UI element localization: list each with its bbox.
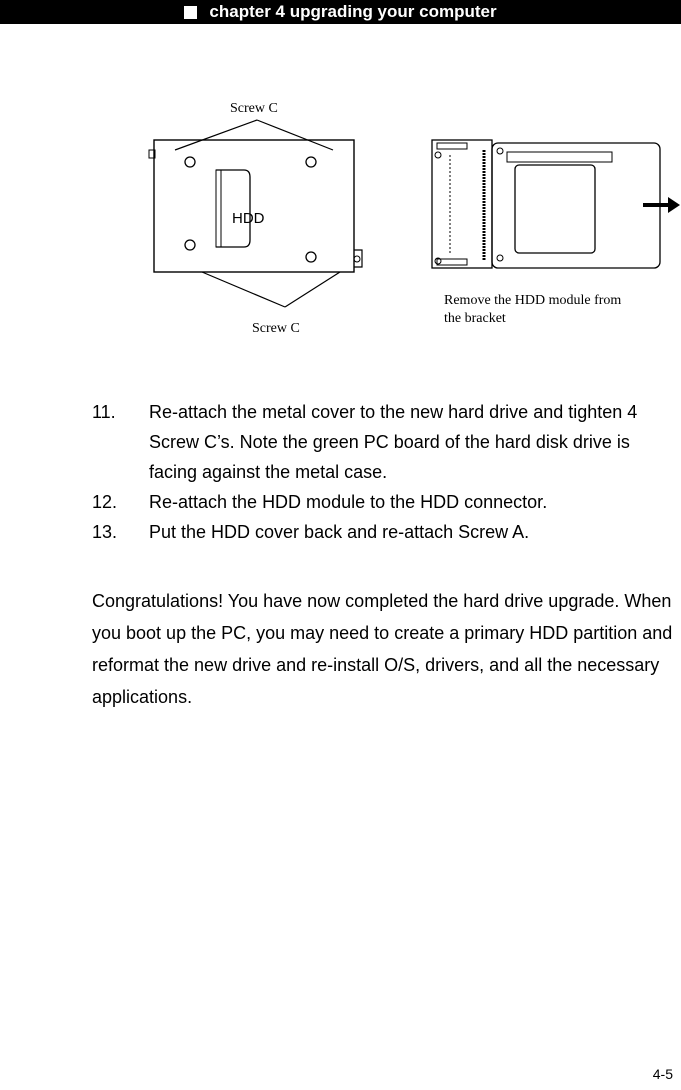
hdd-bracket-diagram [149, 101, 362, 336]
slot-latch [437, 143, 467, 149]
screw-c-label-top: Screw C [230, 101, 278, 116]
screw-c-label-bottom: Screw C [252, 321, 300, 336]
screw-hole [497, 255, 503, 261]
step-text: Re-attach the HDD module to the HDD connector. [149, 492, 548, 512]
page-number: 4-5 [652, 1066, 673, 1082]
hdd-label: HDD [232, 210, 265, 227]
step-text: Re-attach the metal cover to the new hard drive and tighten 4 Screw C’s. Note the green PC board of the hard disk drive is facing against the metal case. [149, 402, 638, 482]
hdd-module-diagram [432, 140, 680, 326]
hdd-platter-cover [515, 165, 595, 253]
screw-hole [185, 157, 195, 167]
screw-hole [497, 148, 503, 154]
screw-hole [354, 256, 360, 262]
steps-list [92, 397, 677, 547]
step-text: Put the HDD cover back and re-attach Screw A. [149, 522, 530, 542]
screw-hole [306, 252, 316, 262]
figure-caption-line1: Remove the HDD module from [444, 293, 622, 308]
screw-hole [185, 240, 195, 250]
step-number: 13. [92, 522, 118, 542]
step-number: 11. [92, 402, 116, 422]
screw-c-pointer-line [257, 120, 333, 150]
chapter-title: chapter 4 upgrading your computer [209, 2, 497, 21]
figure-caption-line2: the bracket [444, 311, 506, 326]
list-item [92, 487, 677, 517]
list-item [92, 397, 677, 487]
screw-hole [435, 152, 441, 158]
congratulations-paragraph: Congratulations! You have now completed the hard drive upgrade. When you boot up the PC, you may need to create a primary HDD partition and reformat the new drive and re-install O/S, drivers, and all the necessary applications. [92, 591, 673, 707]
screw-c-pointer-line [202, 272, 285, 307]
list-item [92, 517, 677, 547]
arrow-head-icon [668, 197, 680, 213]
metal-bracket [154, 140, 354, 272]
hdd-label-area [507, 152, 612, 162]
hdd-removal-figure [140, 95, 680, 340]
step-number: 12. [92, 492, 118, 512]
bracket-tab [354, 250, 362, 267]
chapter-header [0, 0, 681, 24]
screw-c-pointer-line [175, 120, 257, 150]
screw-hole [306, 157, 316, 167]
square-bullet-icon [184, 6, 197, 19]
slot-latch [437, 259, 467, 265]
hdd-connector-edge [216, 170, 221, 247]
screw-c-pointer-line [285, 272, 340, 307]
